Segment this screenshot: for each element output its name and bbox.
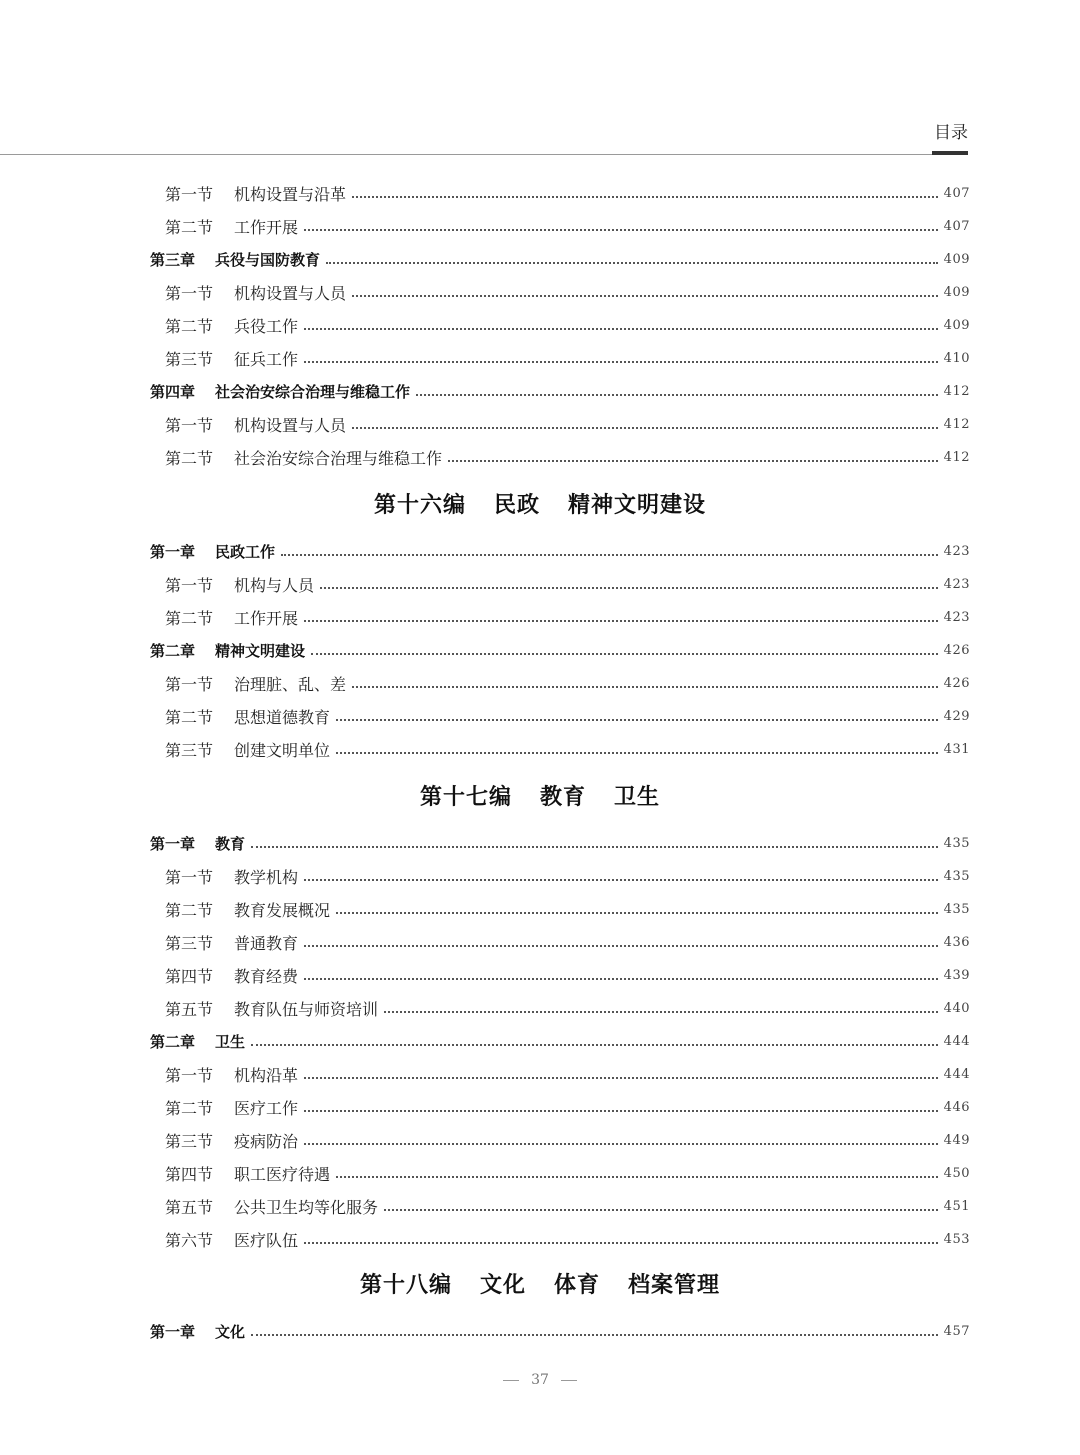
section-title: 普通教育 [234,933,299,953]
toc-section-entry[interactable] [165,1191,970,1221]
toc-chapter-entry[interactable] [150,1026,970,1056]
part-subject: 民政 [493,492,540,518]
section-number: 第二节 [165,448,214,468]
section-number: 第一节 [165,415,214,435]
section-title: 工作开展 [234,608,299,628]
section-number: 第二节 [165,316,214,336]
page-number: 37 [531,1372,549,1388]
toc-chapter-entry[interactable] [150,635,970,665]
toc-section-entry[interactable] [165,668,970,698]
section-title: 机构设置与沿革 [234,184,347,204]
part-subject: 卫生 [614,784,661,810]
toc-section-entry[interactable] [165,569,970,599]
entry-label [165,672,346,695]
section-number: 第一节 [165,674,214,694]
dot-leader [384,1209,938,1211]
entry-label [165,281,346,304]
section-title: 教育经费 [234,966,299,986]
chapter-title: 卫生 [215,1032,246,1051]
part-title [0,780,1080,811]
entry-label [150,381,410,402]
section-number: 第一节 [165,1065,214,1085]
toc-chapter-entry[interactable] [150,376,970,406]
dot-leader [304,328,938,330]
entry-label [165,215,298,238]
toc-section-entry[interactable] [165,960,970,990]
chapter-title: 社会治安综合治理与维稳工作 [215,382,411,401]
dot-leader [251,1044,938,1046]
toc-section-entry[interactable] [165,343,970,373]
page-reference: 423 [943,543,970,559]
toc-section-entry[interactable] [165,993,970,1023]
entry-label [150,640,305,661]
page-reference: 409 [943,284,970,300]
part-title [0,1268,1080,1299]
dot-leader [304,229,938,231]
dot-leader [448,460,938,462]
entry-label [165,997,378,1020]
page-reference: 407 [943,185,970,201]
toc-section-entry[interactable] [165,602,970,632]
section-title: 机构沿革 [234,1065,299,1085]
section-title: 创建文明单位 [234,740,331,760]
entry-label [165,705,330,728]
page-reference: 449 [943,1132,970,1148]
section-title: 职工医疗待遇 [234,1164,331,1184]
entry-label [150,1031,245,1052]
dot-leader [352,427,938,429]
dot-leader [384,1011,938,1013]
toc-section-entry[interactable] [165,310,970,340]
running-header-title: 目录 [934,123,968,143]
entry-label [165,606,298,629]
page-reference: 431 [943,741,970,757]
toc-chapter-entry[interactable] [150,1316,970,1346]
section-title: 教育发展概况 [234,900,331,920]
entry-label [165,964,298,987]
toc-section-entry[interactable] [165,1158,970,1188]
section-number: 第二节 [165,217,214,237]
page-reference: 435 [943,835,970,851]
entry-label [165,931,298,954]
section-number: 第六节 [165,1230,214,1250]
dot-leader [304,879,938,881]
footer-dash-left [503,1380,519,1381]
dot-leader [304,620,938,622]
page-reference: 446 [943,1099,970,1115]
section-number: 第二节 [165,707,214,727]
page-reference: 409 [943,251,970,267]
section-number: 第一节 [165,867,214,887]
section-title: 机构设置与人员 [234,415,347,435]
toc-section-entry[interactable] [165,277,970,307]
toc-section-entry[interactable] [165,409,970,439]
section-number: 第三节 [165,740,214,760]
toc-section-entry[interactable] [165,894,970,924]
part-title [0,488,1080,519]
toc-section-entry[interactable] [165,1092,970,1122]
chapter-title: 教育 [215,834,246,853]
page-reference: 444 [943,1066,970,1082]
dot-leader [304,978,938,980]
dot-leader [416,394,938,396]
section-title: 治理脏、乱、差 [234,674,347,694]
page-reference: 412 [943,449,970,465]
dot-leader [304,1110,938,1112]
page-reference: 426 [943,675,970,691]
page-reference: 410 [943,350,970,366]
section-number: 第一节 [165,283,214,303]
entry-label [150,833,245,854]
page-reference: 423 [943,576,970,592]
dot-leader [352,295,938,297]
page-reference: 451 [943,1198,970,1214]
entry-label [165,1162,330,1185]
page-reference: 407 [943,218,970,234]
dot-leader [320,587,938,589]
toc-section-entry[interactable] [165,1224,970,1254]
section-number: 第三节 [165,933,214,953]
section-number: 第三节 [165,1131,214,1151]
part-number: 第十七编 [419,784,512,810]
entry-label [165,314,298,337]
chapter-number: 第二章 [150,1032,196,1051]
part-number: 第十六编 [373,492,466,518]
chapter-number: 第二章 [150,641,196,660]
page-reference: 444 [943,1033,970,1049]
entry-label [165,347,298,370]
page-reference: 426 [943,642,970,658]
dot-leader [352,686,938,688]
page-reference: 412 [943,383,970,399]
part-subject: 精神文明建设 [568,492,707,518]
toc-section-entry[interactable] [165,1059,970,1089]
part-subject: 教育 [539,784,586,810]
section-number: 第四节 [165,966,214,986]
entry-label [165,898,330,921]
dot-leader [304,945,938,947]
section-number: 第二节 [165,608,214,628]
page-reference: 435 [943,868,970,884]
section-number: 第一节 [165,184,214,204]
entry-label [165,446,442,469]
section-title: 思想道德教育 [234,707,331,727]
page-reference: 429 [943,708,970,724]
section-title: 社会治安综合治理与维稳工作 [234,448,443,468]
toc-chapter-entry[interactable] [150,536,970,566]
section-number: 第四节 [165,1164,214,1184]
entry-label [165,865,298,888]
section-title: 教育队伍与师资培训 [234,999,379,1019]
toc-section-entry[interactable] [165,211,970,241]
page-reference: 450 [943,1165,970,1181]
section-title: 医疗队伍 [234,1230,299,1250]
toc-section-entry[interactable] [165,701,970,731]
dot-leader [336,912,938,914]
entry-label [165,1096,298,1119]
dot-leader [304,1143,938,1145]
dot-leader [304,1242,938,1244]
entry-label [165,413,346,436]
section-number: 第五节 [165,999,214,1019]
section-number: 第三节 [165,349,214,369]
page-footer [0,1372,1080,1388]
dot-leader [251,846,938,848]
entry-label [150,249,320,270]
section-number: 第五节 [165,1197,214,1217]
entry-label [165,1195,378,1218]
footer-dash-right [561,1380,577,1381]
dot-leader [311,653,938,655]
dot-leader [336,719,938,721]
chapter-number: 第一章 [150,1322,196,1341]
section-title: 教学机构 [234,867,299,887]
toc-chapter-entry[interactable] [150,828,970,858]
toc-section-entry[interactable] [165,442,970,472]
page-reference: 412 [943,416,970,432]
chapter-title: 兵役与国防教育 [215,250,321,269]
part-subject: 文化 [479,1272,526,1298]
page-reference: 436 [943,934,970,950]
section-number: 第一节 [165,575,214,595]
section-title: 机构与人员 [234,575,315,595]
chapter-number: 第一章 [150,834,196,853]
page-reference: 409 [943,317,970,333]
entry-label [165,1228,298,1251]
dot-leader [352,196,938,198]
section-title: 机构设置与人员 [234,283,347,303]
entry-label [150,1321,245,1342]
section-title: 疫病防治 [234,1131,299,1151]
page-reference: 423 [943,609,970,625]
chapter-title: 精神文明建设 [215,641,306,660]
page-reference: 457 [943,1323,970,1339]
chapter-title: 文化 [215,1322,246,1341]
dot-leader [336,1176,938,1178]
dot-leader [281,554,938,556]
dot-leader [326,262,938,264]
section-number: 第二节 [165,1098,214,1118]
page-reference: 435 [943,901,970,917]
dot-leader [304,361,938,363]
page-reference: 439 [943,967,970,983]
dot-leader [304,1077,938,1079]
part-number: 第十八编 [359,1272,452,1298]
entry-label [165,573,314,596]
toc-section-entry[interactable] [165,734,970,764]
toc-section-entry[interactable] [165,927,970,957]
toc-chapter-entry[interactable] [150,244,970,274]
section-title: 医疗工作 [234,1098,299,1118]
section-title: 征兵工作 [234,349,299,369]
section-title: 兵役工作 [234,316,299,336]
entry-label [165,1063,298,1086]
entry-label [165,1129,298,1152]
toc-section-entry[interactable] [165,1125,970,1155]
section-number: 第二节 [165,900,214,920]
chapter-number: 第三章 [150,250,196,269]
entry-label [165,182,346,205]
section-title: 公共卫生均等化服务 [234,1197,379,1217]
chapter-number: 第一章 [150,542,196,561]
entry-label [150,541,275,562]
section-title: 工作开展 [234,217,299,237]
dot-leader [336,752,938,754]
part-subject: 档案管理 [628,1272,721,1298]
chapter-number: 第四章 [150,382,196,401]
dot-leader [251,1334,938,1336]
part-subject: 体育 [554,1272,601,1298]
page-reference: 453 [943,1231,970,1247]
entry-label [165,738,330,761]
toc-section-entry[interactable] [165,178,970,208]
toc-section-entry[interactable] [165,861,970,891]
chapter-title: 民政工作 [215,542,276,561]
page-reference: 440 [943,1000,970,1016]
